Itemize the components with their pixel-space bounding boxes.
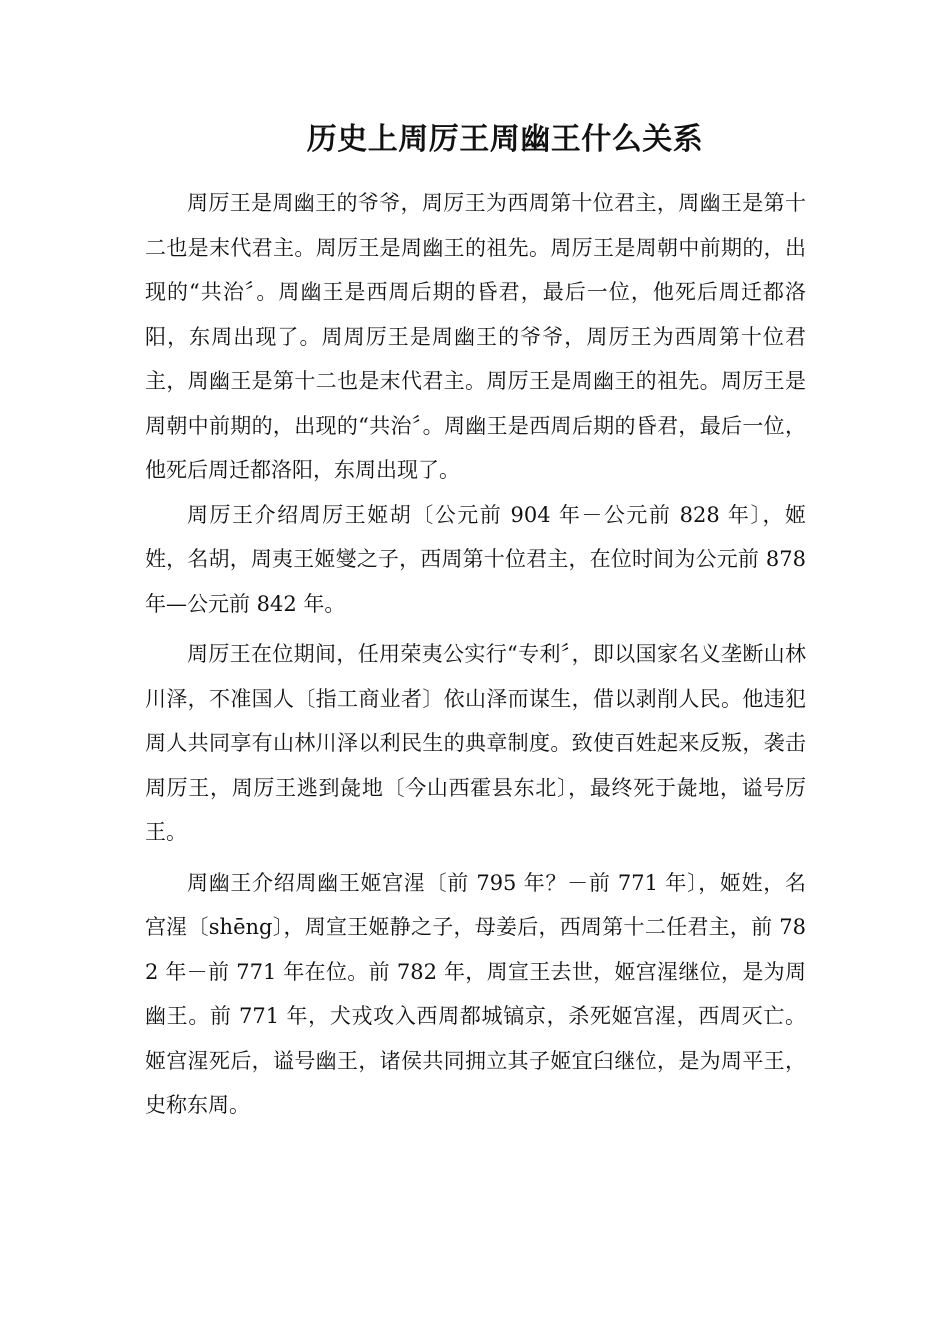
paragraph-relationship: 周厉王是周幽王的爷爷，周厉王为西周第十位君主，周幽王是第十二也是末代君主。周厉王是周幽王的祖先。周厉王是周朝中前期的，出现的“共治〞。周幽王是西周后期的昏君，最后一位，他死后周迁都洛阳，东周出现了。周周厉王是周幽王的爷爷，周厉王为西周第十位君主，周幽王是第十二也是末代君主。周厉王是周幽王的祖先。周厉王是周朝中前期的，出现的“共治〞。周幽王是西周后期的昏君，最后一位，他死后周迁都洛阳，东周出现了。 bbox=[145, 191, 806, 482]
document-body bbox=[145, 181, 806, 1128]
paragraph-li-wang-reign: 周厉王在位期间，任用荣夷公实行“专利〞，即以国家名义垄断山林川泽，不准国人〔指工商业者〕依山泽而谋生，借以剥削人民。他违犯周人共同享有山林川泽以利民生的典章制度。致使百姓起来反叛，袭击周厉王，周厉王逃到彘地〔今山西霍县东北〕，最终死于彘地，谥号厉王。 bbox=[145, 642, 806, 844]
document-title: 历史上周厉王周幽王什么关系 bbox=[306, 122, 704, 157]
paragraph-li-wang-intro: 周厉王介绍周厉王姬胡〔公元前 904 年－公元前 828 年〕，姬姓，名胡，周夷王姬燮之子，西周第十位君主，在位时间为公元前 878 年—公元前 842 年。 bbox=[145, 502, 806, 616]
paragraph-you-wang-intro: 周幽王介绍周幽王姬宫湦〔前 795 年？－前 771 年〕，姬姓，名宫湦〔shēng〕，周宣王姬静之子，母姜后，西周第十二任君主，前 782 年－前 771 年在位。前 782 年，周宣王去世，姬宫湦继位，是为周幽王。前 771 年，犬戎攻入西周都城镐京，杀死姬宫湦，西周灭亡。姬宫湦死后，谥号幽王，诸侯共同拥立其子姬宜臼继位，是为周平王，史称东周。 bbox=[145, 870, 806, 1117]
